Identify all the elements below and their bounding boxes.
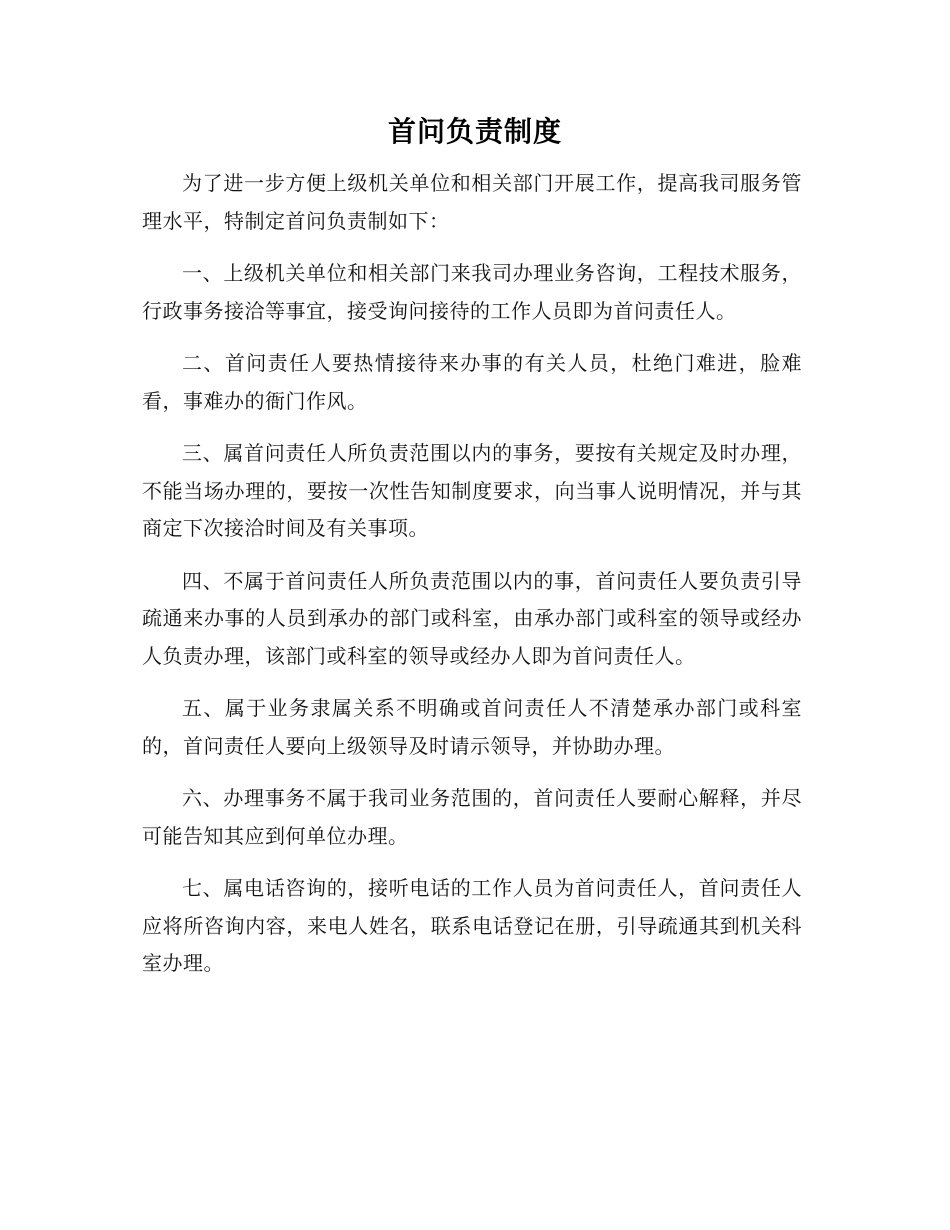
paragraph-4: 四、不属于首问责任人所负责范围以内的事，首问责任人要负责引导疏通来办事的人员到承办的部门或科室，由承办部门或科室的领导或经办人负责办理，该部门或科室的领导或经办人即为首问责任人。 [142, 568, 802, 668]
document-body [142, 165, 802, 998]
paragraph-3: 三、属首问责任人所负责范围以内的事务，要按有关规定及时办理，不能当场办理的，要按一次性告知制度要求，向当事人说明情况，并与其商定下次接洽时间及有关事项。 [142, 441, 802, 540]
paragraph-6: 六、办理事务不属于我司业务范围的，首问责任人要耐心解释，并尽可能告知其应到何单位办理。 [142, 786, 802, 848]
paragraph-intro: 为了进一步方便上级机关单位和相关部门开展工作，提高我司服务管理水平，特制定首问负责制如下： [142, 171, 802, 233]
paragraph-5: 五、属于业务隶属关系不明确或首问责任人不清楚承办部门或科室的，首问责任人要向上级领导及时请示领导，并协助办理。 [142, 696, 802, 758]
document-title: 首问负责制度 [387, 115, 562, 148]
paragraph-2: 二、首问责任人要热情接待来办事的有关人员，杜绝门难进，脸难看，事难办的衙门作风。 [142, 351, 802, 413]
paragraph-1: 一、上级机关单位和相关部门来我司办理业务咨询，工程技术服务，行政事务接洽等事宜，接受询问接待的工作人员即为首问责任人。 [142, 261, 802, 323]
paragraph-7: 七、属电话咨询的，接听电话的工作人员为首问责任人，首问责任人应将所咨询内容，来电人姓名，联系电话登记在册，引导疏通其到机关科室办理。 [142, 876, 802, 975]
